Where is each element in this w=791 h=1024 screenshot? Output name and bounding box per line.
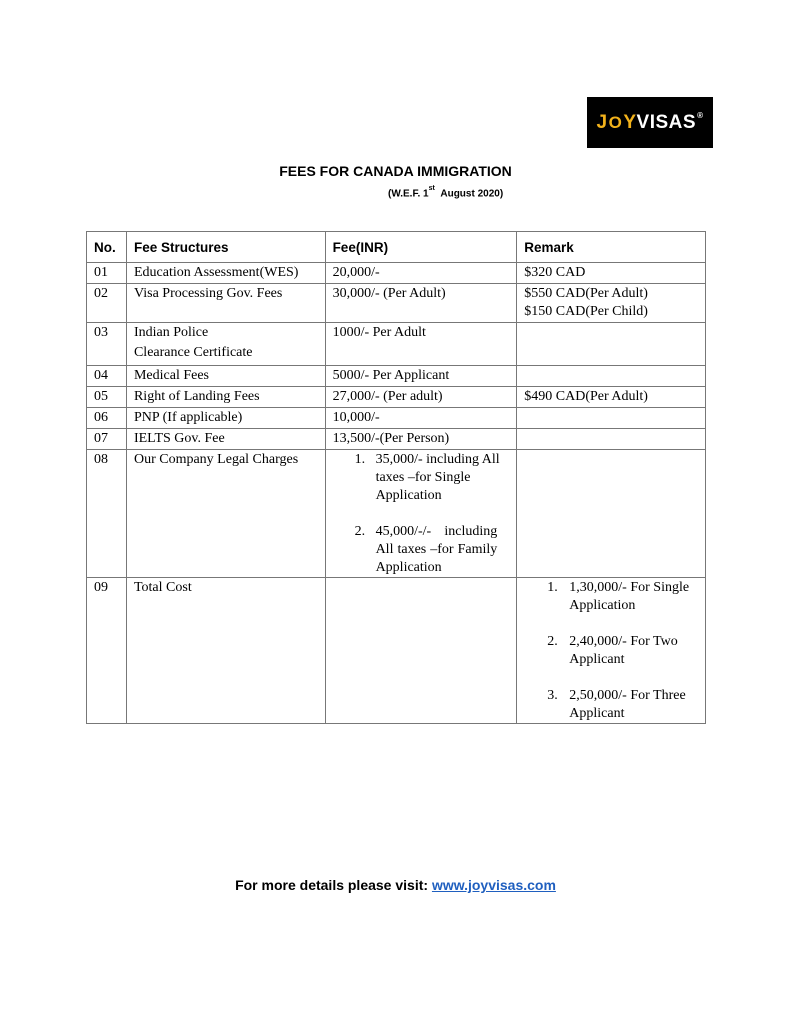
remark <box>517 284 706 323</box>
row-number: 01 <box>87 263 127 284</box>
remark <box>517 429 706 450</box>
row-number: 06 <box>87 408 127 429</box>
fee-amount: 27,000/- (Per adult) <box>325 387 517 408</box>
column-header-no: No. <box>87 232 127 263</box>
remark <box>517 323 706 366</box>
row-number: 09 <box>87 578 127 724</box>
column-header-fee-structures: Fee Structures <box>126 232 325 263</box>
remark <box>517 408 706 429</box>
fee-amount: 5000/- Per Applicant <box>325 366 517 387</box>
row-number: 04 <box>87 366 127 387</box>
fee-structure: Our Company Legal Charges <box>126 450 325 578</box>
list-item: 2. 2,40,000/- For Two Applicant <box>547 634 678 667</box>
effective-date: (W.E.F. 1st August 2020) <box>388 185 504 200</box>
column-header-fee-inr: Fee(INR) <box>325 232 517 263</box>
fee-amount <box>325 450 517 578</box>
row-number: 03 <box>87 323 127 366</box>
fee-structure: Education Assessment(WES) <box>126 263 325 284</box>
registered-mark: ® <box>697 111 704 120</box>
remark <box>517 578 706 724</box>
remark <box>517 366 706 387</box>
fee-structure: Right of Landing Fees <box>126 387 325 408</box>
table-row <box>87 387 706 408</box>
list-item: 1. 35,000/- including All taxes –for Single Application <box>354 452 500 503</box>
total-cost-list <box>524 579 698 723</box>
fee-amount: 10,000/- <box>325 408 517 429</box>
row-number: 02 <box>87 284 127 323</box>
remark-line: $550 CAD(Per Adult) <box>524 286 648 301</box>
fee-amount: 30,000/- (Per Adult) <box>325 284 517 323</box>
fee-amount: 20,000/- <box>325 263 517 284</box>
joyvisas-logo <box>587 97 713 148</box>
column-header-remark: Remark <box>517 232 706 263</box>
remark: $490 CAD(Per Adult) <box>517 387 706 408</box>
fee-amount <box>325 578 517 724</box>
logo-wordmark: J O Y VISAS ® <box>596 111 704 133</box>
page-title: FEES FOR CANADA IMMIGRATION <box>279 163 512 179</box>
fee-structure: Medical Fees <box>126 366 325 387</box>
fee-structure: Indian Police Clearance Certificate <box>126 323 325 366</box>
fee-structure: Total Cost <box>126 578 325 724</box>
fees-table <box>86 231 706 724</box>
remark-line: $150 CAD(Per Child) <box>524 304 648 319</box>
list-item: 3. 2,50,000/- For Three Applicant <box>547 688 686 721</box>
table-row <box>87 408 706 429</box>
fee-amount: 13,500/-(Per Person) <box>325 429 517 450</box>
table-row <box>87 429 706 450</box>
table-row <box>87 366 706 387</box>
fee-structure: PNP (If applicable) <box>126 408 325 429</box>
list-item: 1. 1,30,000/- For Single Application <box>547 580 690 613</box>
legal-charges-list <box>333 451 510 577</box>
remark <box>517 450 706 578</box>
table-row <box>87 323 706 366</box>
remark: $320 CAD <box>517 263 706 284</box>
table-row <box>87 284 706 323</box>
footer-text: For more details please visit: <box>235 877 432 893</box>
globe-icon: O <box>608 112 623 132</box>
fee-structure: Visa Processing Gov. Fees <box>126 284 325 323</box>
website-link[interactable]: www.joyvisas.com <box>431 877 556 893</box>
footer <box>0 877 791 893</box>
row-number: 07 <box>87 429 127 450</box>
table-header-row <box>87 232 706 263</box>
fee-structure: IELTS Gov. Fee <box>126 429 325 450</box>
table-row <box>87 450 706 578</box>
table-row <box>87 263 706 284</box>
row-number: 08 <box>87 450 127 578</box>
list-item: 2. 45,000/-/- including All taxes –for Family Application <box>354 524 498 575</box>
table-row <box>87 578 706 724</box>
fee-amount: 1000/- Per Adult <box>325 323 517 366</box>
row-number: 05 <box>87 387 127 408</box>
